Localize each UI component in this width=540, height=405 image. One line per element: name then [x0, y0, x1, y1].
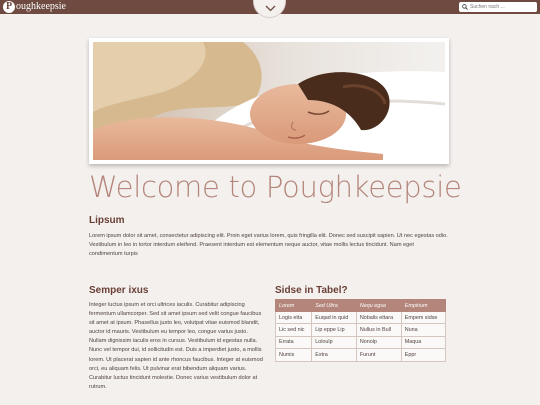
table-cell: Furunt [356, 349, 401, 361]
table-row [276, 336, 446, 348]
table-cell: Empem sidse [401, 312, 445, 324]
semper-ixus-heading: Semper ixus [89, 285, 149, 296]
table-cell: Eppr [401, 349, 445, 361]
table-cell: Nullus in Bull [356, 324, 401, 336]
column-header: Nequ egsa [356, 300, 401, 312]
table-cell: Lic sed nic [276, 324, 312, 336]
table-row [276, 324, 446, 336]
table-cell: Lip eppe Lip [312, 324, 357, 336]
table-row [276, 349, 446, 361]
column-header: Lorem [276, 300, 312, 312]
data-table [275, 299, 446, 362]
semper-ixus-paragraph: Integer luctus ipsum et orci ultrices iaculis. Curabitur adipiscing fermentum ullamcorper. Sed sit amet ipsum sed velit congue faucibus sit amet at ipsum. Phasellus justo leo, volutpat vitae euismod blandit, auctor id mauris. Vestibulum eu tempor leo, congue varius justo. Nullam dignissim iaculis eros in cursus. Vestibulum id egestas nulla. Nunc vel tempor dui, id sollicitudin est. Duis a imperdiet justo, a mollis lorem. Ut placerat sapien id ante rhoncus faucibus. Integer at euismod orci, eu aliquam felis. Ut pulvinar erat bibendum aliquam varius. Curabitur luctus tincidunt molestie. Donec varius vestibulum dolor at rutrum. [89, 302, 263, 390]
table-heading: Sidse in Tabel? [275, 285, 348, 296]
table-cell: Extra [312, 349, 357, 361]
table-row [276, 312, 446, 324]
search-icon [462, 4, 468, 10]
table-cell: Nonolp [356, 336, 401, 348]
table-cell: Euqad in quid [312, 312, 357, 324]
table-cell: Loloulp [312, 336, 357, 348]
site-logo[interactable] [3, 1, 66, 13]
menu-toggle-button[interactable] [253, 0, 286, 18]
table-cell: Maqua [401, 336, 445, 348]
table-cell: Errata [276, 336, 312, 348]
page-title: Welcome to Poughkeepsie [89, 170, 462, 204]
column-header: Sed Ultra [312, 300, 357, 312]
table-header-row [276, 300, 446, 312]
search-box[interactable] [459, 2, 537, 12]
column-header: Empirium [401, 300, 445, 312]
search-input[interactable] [470, 2, 536, 12]
lipsum-paragraph: Lorem ipsum dolor sit amet, consectetur adipiscing elit. Proin eget varius lorem, quis fringilla elit. Donec sed suscipit sapien. Ut nec egestas odio. Vestibulum in leo in tortor interdum eleifend. Praesent interdum est elementum neque auctor, vitae mollis lectus tincidunt. Nam eget condimentum turpis [89, 233, 448, 258]
lipsum-heading: Lipsum [89, 215, 125, 226]
logo-badge: P [3, 1, 15, 13]
table-cell: Logis etta [276, 312, 312, 324]
logo-text: oughkeepsie [16, 1, 66, 12]
table-cell: Nuna [401, 324, 445, 336]
hero-image [93, 42, 445, 160]
table-cell: Nobalis ettara [356, 312, 401, 324]
chevron-down-icon [265, 5, 276, 12]
table-cell: Numis [276, 349, 312, 361]
hero-image-frame [89, 38, 449, 164]
